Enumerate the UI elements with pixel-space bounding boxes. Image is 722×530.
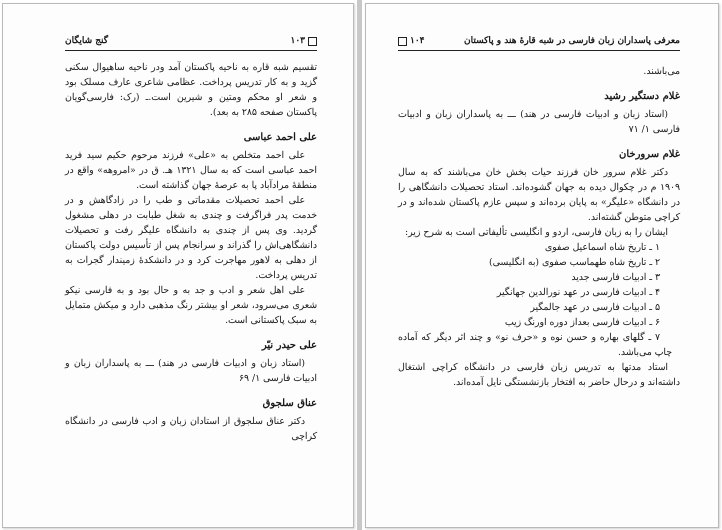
list-item: ۷ ـ گلهای بهاره و حسن نوه و «حرف نو» و چند اثر دیگر که آماده چاپ می‌باشد. <box>398 332 672 358</box>
list-item: ۶ ـ ادبیات فارسی بعداز دوره اورنگ زیب <box>504 317 660 328</box>
page-number <box>398 36 425 46</box>
left-page-body <box>65 60 317 444</box>
list-item: ۴ ـ ادبیات فارسی در عهد نورالدین جهانگیر <box>496 287 660 298</box>
left-page-header <box>65 32 317 51</box>
paragraph: دکتر غلام سرور خان فرزند حیات بخش خان می‌باشند که به سال ۱۹۰۹ م در چکوال دیده به جهان گشوده‌اند. استاد تحصیلات دانشگاهی را در دانشگاه «علیگر» به پایان برده‌اند و سپس عازم پاکستان شده‌اند و در کراچی متوطن گشته‌اند. <box>398 167 680 223</box>
running-title: معرفی پاسداران زبان فارسی در شبه قارهٔ هند و پاکستان <box>464 36 680 46</box>
page-number-value: ۱۰۴ <box>410 36 425 46</box>
entry-heading: غلام دستگیر رشید <box>604 91 680 102</box>
paragraph: (استاد زبان و ادبیات فارسی در هند) ـــ به پاسداران زبان و ادبیات فارسی ۱/ ۷۱ <box>398 109 680 135</box>
entry-heading: علی حیدر نیّر <box>261 340 317 351</box>
list-item: ۳ ـ ادبیات فارسی جدید <box>571 272 660 283</box>
right-page-body <box>398 64 680 390</box>
list-item: ۱ ـ تاریخ شاه اسماعیل صفوی <box>544 242 660 253</box>
page-gutter <box>357 0 362 530</box>
paragraph: استاد مدتها به تدریس زبان فارسی در دانشگاه کراچی اشتغال داشته‌اند و درحال حاضر به افتخار بازنشستگی نایل آمده‌اند. <box>398 362 680 388</box>
square-icon <box>308 37 317 46</box>
paragraph: علی احمد متخلص به «علی» فرزند مرحوم حکیم سید فرید احمد عباسی است که به سال ۱۳۲۱ هـ. ق در «امروهه» واقع در منطقهٔ مرادآباد پا به عرصهٔ جهان گذاشته است. <box>65 150 317 191</box>
square-icon <box>398 37 407 46</box>
right-page <box>365 3 719 528</box>
paragraph: دکتر عناق سلجوق از استادان زبان و ادب فارسی در دانشگاه کراچی <box>65 416 317 442</box>
entry-heading: غلام سرورخان <box>619 149 680 160</box>
paragraph: علی احمد تحصیلات مقدماتی و طب را در زادگاهش و در خدمت پدر فراگرفت و چندی به شغل طبابت در دهلی مشغول گردید. وی پس از چندی به دانشگاه علیگر رفت و تحصیلات دانشگاهی‌اش را گذراند و سرانجام پس از تأسیس دولت پاکستان از دهلی به لاهور مهاجرت کرد و در دانشکدهٔ زمیندار گجرات به تدریس پرداخت. <box>65 195 317 281</box>
paragraph: می‌باشند. <box>643 66 680 77</box>
paragraph: (استاد زبان و ادبیات فارسی در هند) ـــ به پاسداران زبان و ادبیات فارسی ۱/ ۶۹ <box>65 358 317 384</box>
entry-heading: علی احمد عباسی <box>243 132 317 143</box>
list-item: ۲ ـ تاریخ شاه طهماسب صفوی (به انگلیسی) <box>489 257 660 268</box>
page-number <box>290 36 317 46</box>
right-page-header <box>398 32 680 51</box>
entry-heading: عناق سلجوق <box>262 398 317 409</box>
page-number-value: ۱۰۳ <box>290 36 305 46</box>
paragraph: تقسیم شبه قاره به ناحیه پاکستان آمد ودر ناحیه ساهیوال سکنی گزید و به کار تدریس پرداخت. عظامی شاعری عارف مسلک بود و شعر او محکم ومتین و شیرین است.ـ (رک: فارسی‌گویان پاکستان صفحه ۲۸۵ به بعد). <box>65 62 317 118</box>
list-item: ۵ ـ ادبیات فارسی در عهد جالمگیر <box>530 302 660 313</box>
left-page <box>2 3 354 528</box>
paragraph: ایشان را به زبان فارسی، اردو و انگلیسی تألیفاتی است به شرح زیر: <box>405 227 668 238</box>
running-title: گنج شایگان <box>65 36 109 46</box>
paragraph: علی اهل شعر و ادب و جد به و حال بود و به فارسی نیکو شعری می‌سرود، شعر او بیشتر رنگ مذهبی دارد و میکش متمایل به سبک پاکستانی است. <box>65 285 317 326</box>
